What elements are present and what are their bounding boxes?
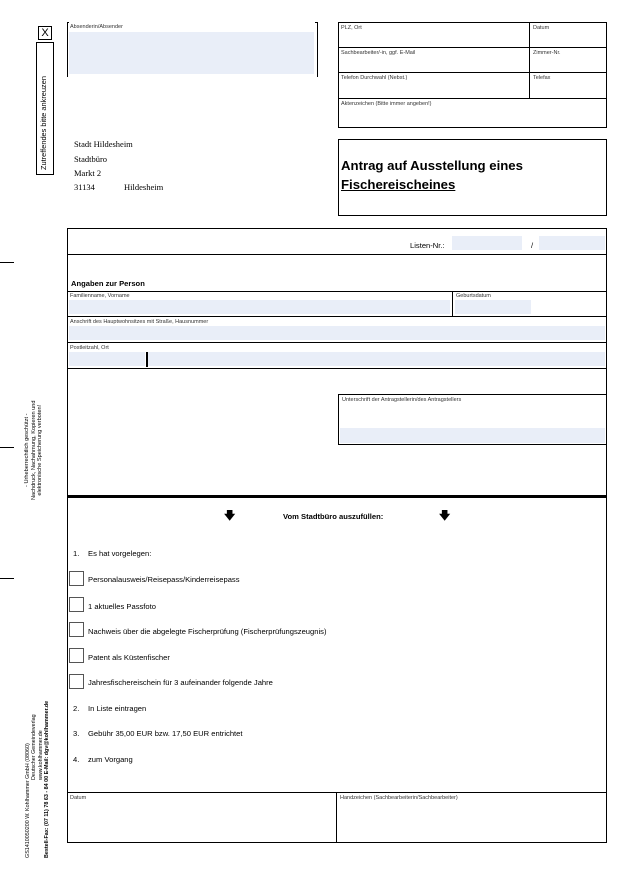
copyright-notice — [24, 400, 44, 500]
divider — [336, 792, 337, 843]
item-number: 1. — [73, 549, 80, 558]
check-id-document[interactable] — [69, 571, 84, 586]
check-annual-license[interactable] — [69, 674, 84, 689]
office-sign-label: Handzeichen (Sachbearbeiterin/Sachbearbeiter) — [340, 795, 458, 801]
recipient-office: Stadtbüro — [74, 154, 108, 164]
check-label: Personalausweis/Reisepass/Kinderreisepass — [88, 575, 240, 584]
copyright-line: elektronische Speicherung verboten! — [37, 404, 43, 496]
publisher-line: www.kohlhammer.de — [37, 730, 44, 780]
office-heading: Vom Stadtbüro auszufüllen: — [283, 512, 384, 521]
name-field[interactable] — [69, 300, 450, 314]
birthdate-label: Geburtsdatum — [456, 293, 491, 299]
item-list-entry: In Liste eintragen — [88, 704, 147, 713]
item-fee: Gebühr 35,00 EUR bzw. 17,50 EUR entrichtet — [88, 729, 243, 738]
publisher-info — [25, 701, 50, 858]
reference-label: Aktenzeichen (Bitte immer angeben!) — [341, 101, 432, 107]
divider — [67, 22, 68, 77]
check-fishing-exam[interactable] — [69, 622, 84, 637]
fold-mark — [0, 578, 14, 579]
divider — [315, 22, 318, 23]
date-label: Datum — [533, 25, 550, 31]
section-divider — [67, 495, 607, 498]
divider — [317, 22, 318, 77]
address-label: Anschrift des Hauptwohnsitzes mit Straße, Hausnummer — [70, 319, 209, 325]
copyright-line: - Urheberrechtlich geschützt - — [24, 413, 30, 487]
copyright-line: Nachdruck, Nachahmung, Kopieren und — [30, 400, 37, 500]
divider — [67, 254, 607, 255]
list-number-year-field[interactable] — [539, 236, 605, 250]
item-file: zum Vorgang — [88, 755, 133, 764]
check-label: 1 aktuelles Passfoto — [88, 602, 156, 611]
item-number: 2. — [73, 704, 80, 713]
divider — [67, 22, 69, 23]
publisher-line: GS1410050200 W. Kohlhammer GmbH (08060) — [25, 743, 31, 858]
check-label: Nachweis über die abgelegte Fischerprüfung (Fischerprüfungszeugnis) — [88, 627, 327, 636]
item-presented: Es hat vorgelegen: — [88, 549, 152, 558]
form-title — [341, 156, 523, 194]
arrow-down-icon: 🡇 — [224, 510, 236, 522]
divider — [338, 72, 607, 73]
room-label: Zimmer-Nr. — [533, 50, 561, 56]
list-number-label: Listen-Nr.: — [410, 241, 445, 250]
birthdate-field[interactable] — [455, 300, 531, 314]
recipient-name: Stadt Hildesheim — [74, 139, 133, 149]
check-label: Jahresfischereischein für 3 aufeinander folgende Jahre — [88, 678, 273, 687]
divider — [67, 342, 607, 343]
section-person: Angaben zur Person — [71, 279, 145, 288]
punch-mark — [0, 447, 14, 448]
fax-label: Telefax — [533, 75, 551, 81]
tick-checkbox[interactable]: X — [38, 26, 52, 40]
tick-instruction: Zutreffendes bitte ankreuzen — [39, 76, 48, 170]
list-number-field[interactable] — [452, 236, 522, 250]
sender-label: Absenderin/Absender — [70, 24, 123, 30]
divider — [67, 792, 607, 793]
city-field[interactable] — [148, 352, 605, 366]
postal-code-field[interactable] — [69, 352, 145, 366]
divider — [67, 368, 607, 369]
item-number: 4. — [73, 755, 80, 764]
divider — [452, 291, 453, 316]
form-title-line: Antrag auf Ausstellung eines — [341, 158, 523, 173]
item-number: 3. — [73, 729, 80, 738]
check-passport-photo[interactable] — [69, 597, 84, 612]
order-line: Bestell-Fax: (07 11) 78 63 - 84 00 E-Mail: dgv@kohlhammer.de — [43, 700, 50, 858]
address-field[interactable] — [69, 326, 605, 340]
sender-field[interactable] — [69, 32, 314, 74]
recipient-zip: 31134 — [74, 182, 95, 192]
check-coastal-patent[interactable] — [69, 648, 84, 663]
check-label: Patent als Küstenfischer — [88, 653, 170, 662]
divider — [529, 22, 530, 98]
fold-mark — [0, 262, 14, 263]
office-date-label: Datum — [70, 795, 87, 801]
clerk-label: Sachbearbeiter/-in, ggf. E-Mail — [341, 50, 416, 56]
publisher-line: Deutscher Gemeindeverlag — [31, 714, 38, 780]
recipient-city: Hildesheim — [124, 182, 164, 192]
arrow-down-icon: 🡇 — [439, 510, 451, 522]
list-number-separator: / — [531, 241, 534, 250]
divider — [338, 47, 607, 48]
signature-label: Unterschrift der Antragstellerin/des Antragstellers — [342, 397, 462, 403]
divider — [67, 291, 607, 292]
recipient-street: Markt 2 — [74, 168, 102, 178]
divider — [338, 98, 607, 99]
form-title-line: Fischereischeines — [341, 177, 456, 192]
phone-label: Telefon Durchwahl (Nebst.) — [341, 75, 408, 81]
postal-label: Postleitzahl, Ort — [70, 345, 109, 351]
plz-label: PLZ, Ort — [341, 25, 362, 31]
tick-instruction-frame — [36, 42, 54, 175]
name-label: Familienname, Vorname — [70, 293, 130, 299]
signature-field[interactable] — [340, 428, 605, 443]
divider — [67, 316, 607, 317]
